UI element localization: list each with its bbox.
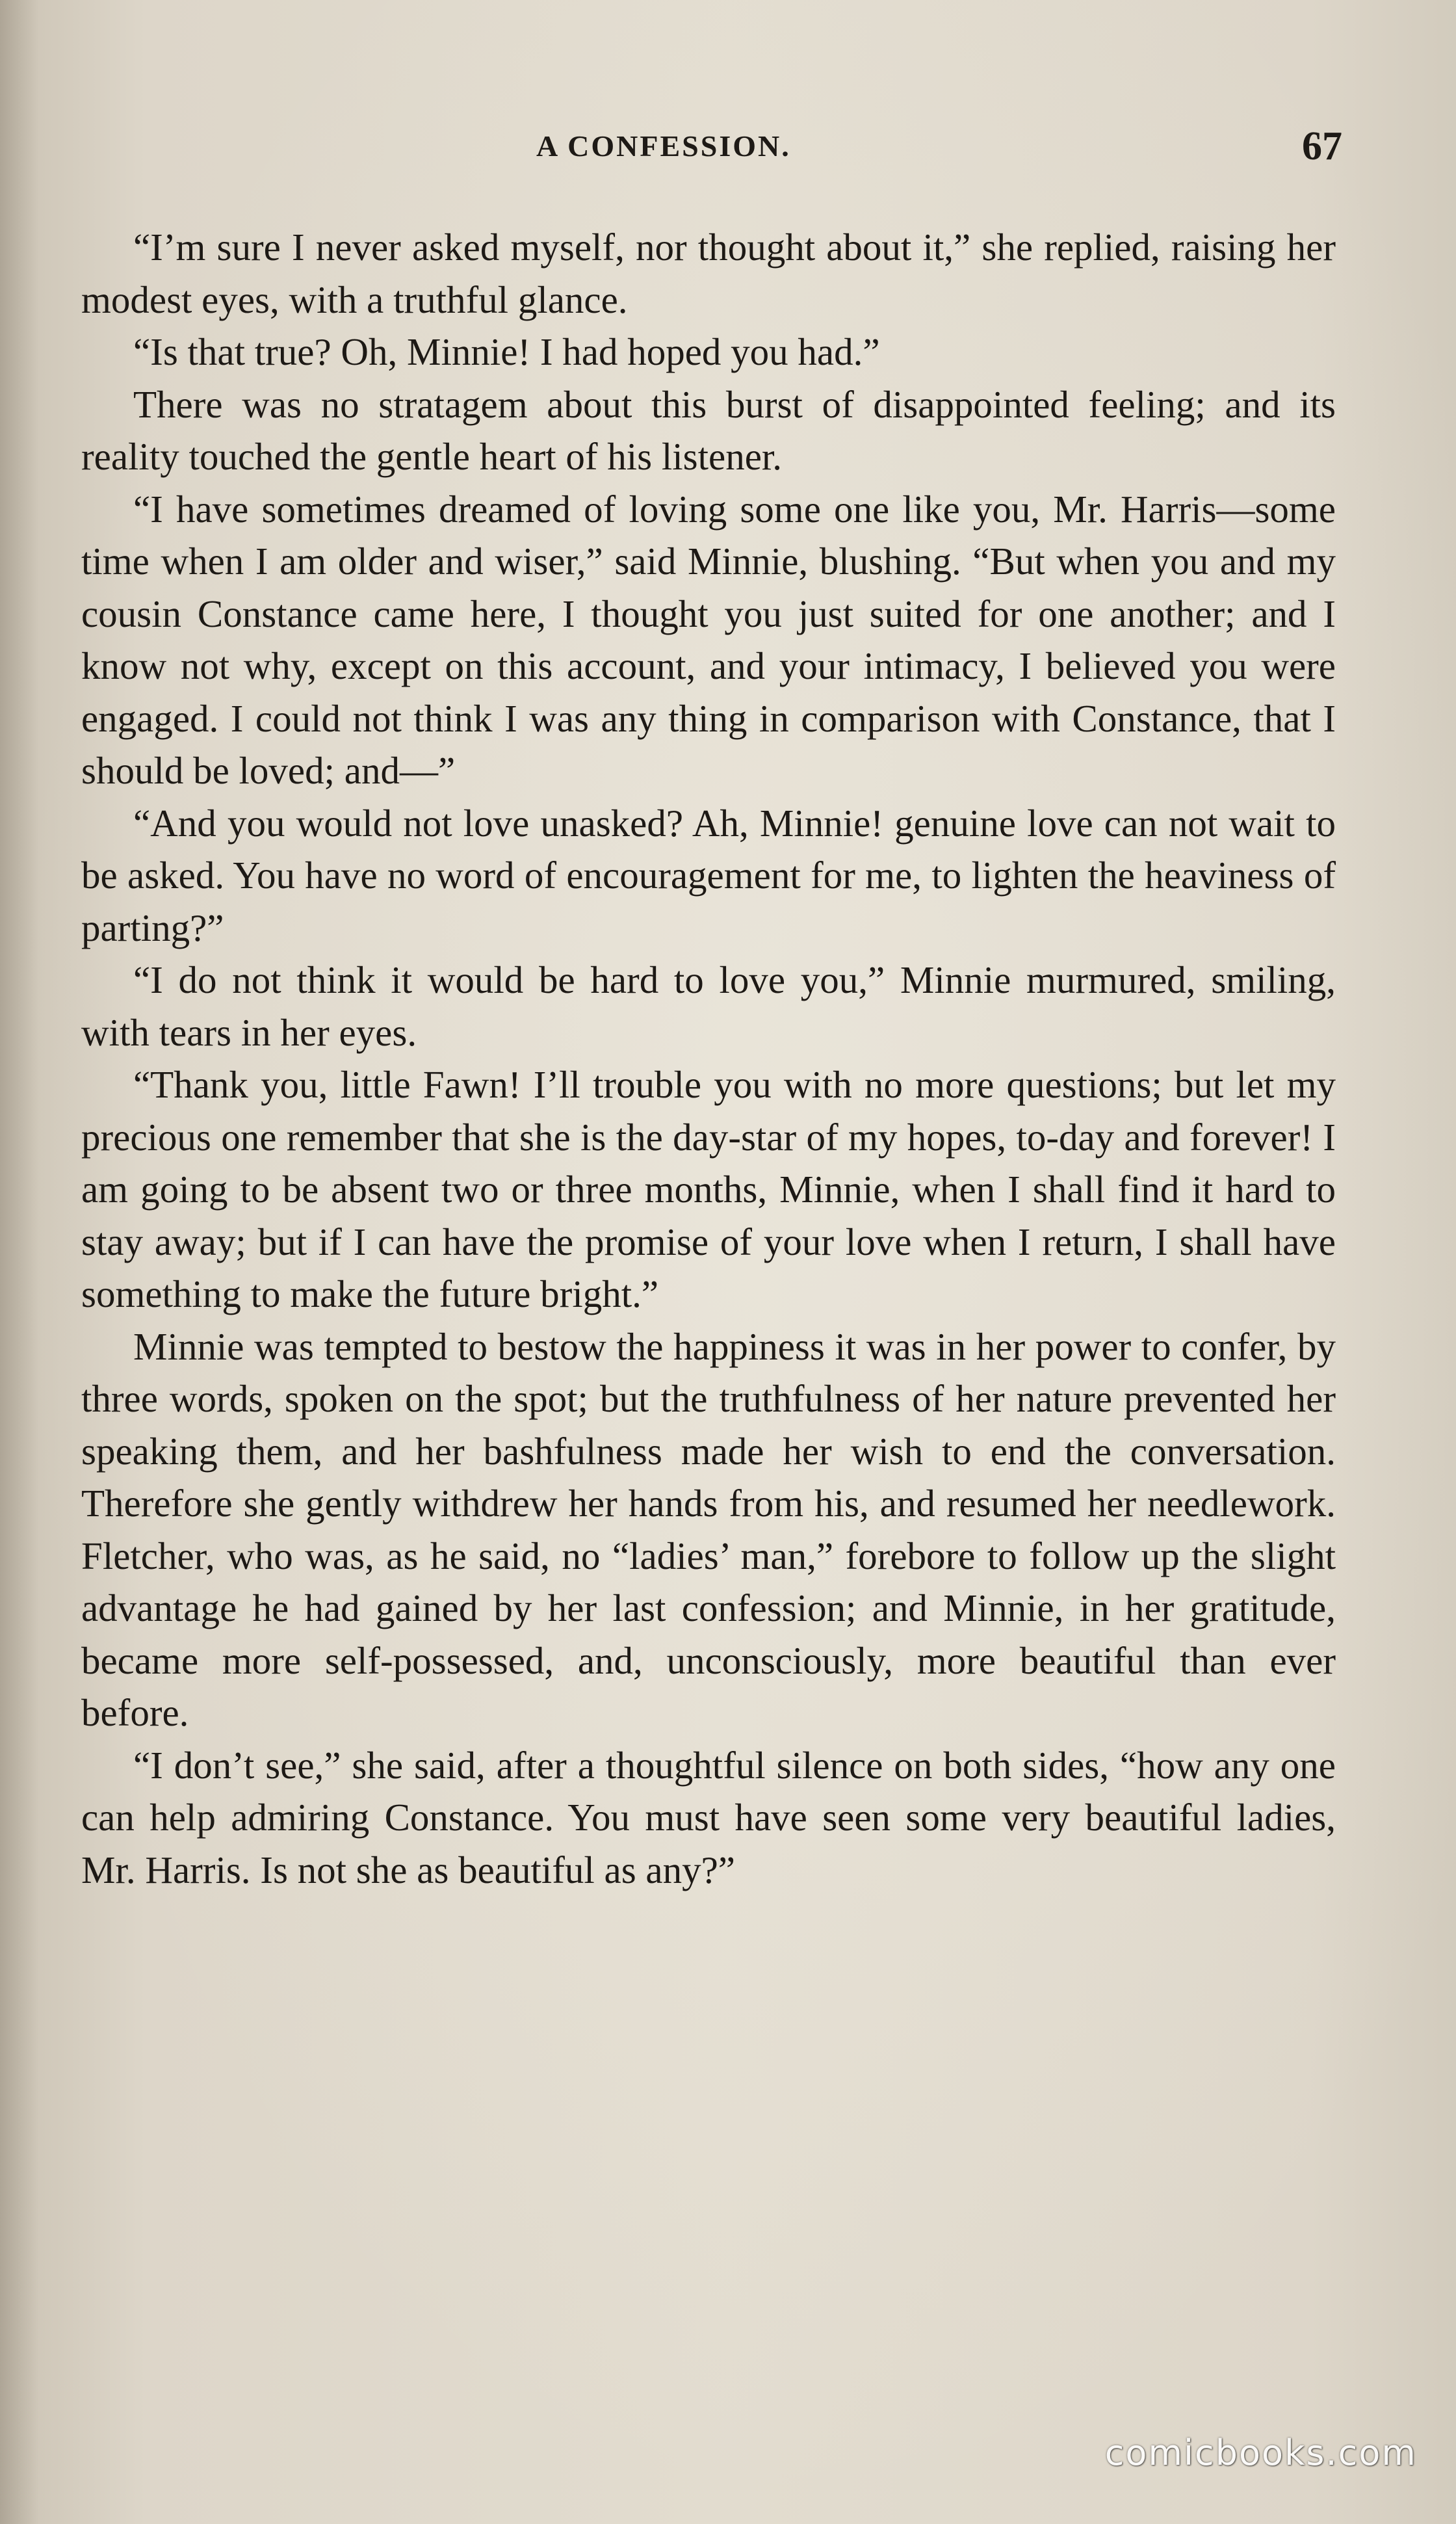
- paragraph: There was no stratagem about this burst of disappointed feeling; and its reality touched the gentle heart of his listener.: [81, 382, 1336, 478]
- page-number: 67: [1302, 124, 1342, 168]
- body-text: [81, 221, 1336, 1896]
- paragraph: “I have sometimes dreamed of loving some one like you, Mr. Harris—some time when I am older and wiser,” said Minnie, blushing. “But when you and my cousin Constance came here, I thought you just suited for one another; and I know not why, except on this account, and your intimacy, I believed you were engaged. I could not think I was any thing in comparison with Constance, that I should be loved; and—”: [81, 487, 1336, 792]
- paragraph: “And you would not love unasked? Ah, Minnie! genuine love can not wait to be asked. You have no word of encouragement for me, to lighten the heaviness of parting?”: [81, 801, 1336, 949]
- paragraph: “I don’t see,” she said, after a thoughtful silence on both sides, “how any one can help admiring Constance. You must have seen some very beautiful ladies, Mr. Harris. Is not she as beautiful as any?”: [81, 1743, 1336, 1891]
- paragraph: “Is that true? Oh, Minnie! I had hoped you had.”: [133, 330, 880, 373]
- paragraph: “I do not think it would be hard to love you,” Minnie murmured, smiling, with tears in her eyes.: [81, 958, 1336, 1054]
- watermark: comicbooks.com: [1104, 2432, 1417, 2473]
- paragraph: “I’m sure I never asked myself, nor thought about it,” she replied, raising her modest eyes, with a truthful glance.: [81, 226, 1336, 321]
- page-header: [81, 124, 1342, 176]
- paragraph: Minnie was tempted to bestow the happiness it was in her power to confer, by three words, spoken on the spot; but the truthfulness of her nature prevented her speaking them, and her bashfulness made her wish to end the conversation. Therefore she gently withdrew her hands from his, and resumed her needlework. Fletcher, who was, as he said, no “ladies’ man,” forebore to follow up the slight advantage he had gained by her last confession; and Minnie, in her gratitude, became more self-possessed, and, unconsciously, more beautiful than ever before.: [81, 1324, 1336, 1734]
- paragraph: “Thank you, little Fawn! I’ll trouble you with no more questions; but let my precious one remember that she is the day-star of my hopes, to-day and forever! I am going to be absent two or three months, Minnie, when I shall find it hard to stay away; but if I can have the promise of your love when I return, I shall have something to make the future bright.”: [81, 1063, 1336, 1315]
- spine-shadow: [0, 0, 39, 2524]
- running-head: A CONFESSION.: [536, 129, 791, 163]
